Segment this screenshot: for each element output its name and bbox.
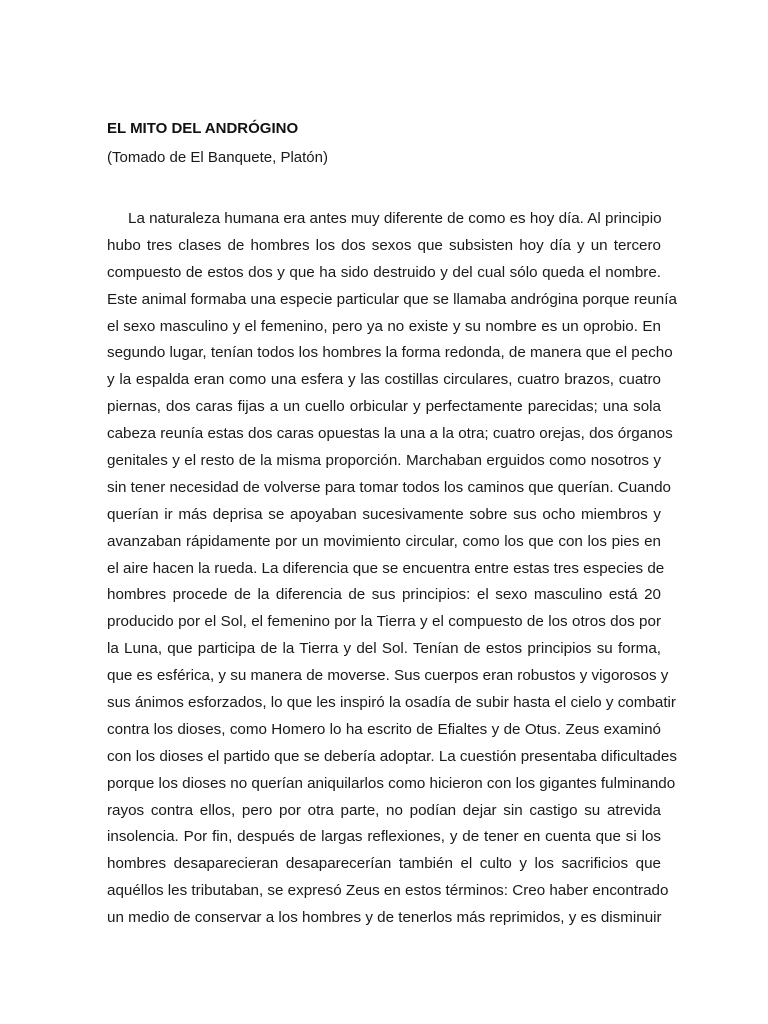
body-line: querían ir más deprisa se apoyaban sucesivamente sobre sus ocho miembros y	[107, 505, 661, 523]
body-line: que es esférica, y su manera de moverse. Sus cuerpos eran robustos y vigorosos y	[107, 667, 669, 685]
body-line: Este animal formaba una especie particular que se llamaba andrógina porque reunía	[107, 290, 677, 308]
body-line: insolencia. Por fin, después de largas reflexiones, y de tener en cuenta que si los	[107, 828, 661, 846]
body-line: compuesto de estos dos y que ha sido destruido y del cual sólo queda el nombre.	[107, 263, 661, 281]
body-line: el aire hacen la rueda. La diferencia que se encuentra entre estas tres especies de	[107, 559, 665, 577]
body-line: un medio de conservar a los hombres y de tenerlos más reprimidos, y es disminuir	[107, 909, 662, 927]
document-body	[107, 206, 677, 932]
body-line: y la espalda eran como una esfera y las costillas circulares, cuatro brazos, cuatro	[107, 371, 661, 389]
body-line: el sexo masculino y el femenino, pero ya no existe y su nombre es un oprobio. En	[107, 317, 661, 335]
body-line: cabeza reunía estas dos caras opuestas la una a la otra; cuatro orejas, dos órganos	[107, 425, 673, 443]
body-line: rayos contra ellos, pero por otra parte, no podían dejar sin castigo su atrevida	[107, 801, 661, 819]
body-line: producido por el Sol, el femenino por la Tierra y el compuesto de los otros dos por	[107, 613, 661, 631]
body-line: avanzaban rápidamente por un movimiento circular, como los que con los pies en	[107, 532, 661, 550]
body-line: segundo lugar, tenían todos los hombres la forma redonda, de manera que el pecho	[107, 344, 673, 362]
body-line: sin tener necesidad de volverse para tomar todos los caminos que querían. Cuando	[107, 478, 671, 496]
document-subtitle: (Tomado de El Banquete, Platón)	[107, 149, 328, 166]
body-line: hombres procede de la diferencia de sus principios: el sexo masculino está 20	[107, 586, 661, 604]
body-line: piernas, dos caras fijas a un cuello orbicular y perfectamente parecidas; una sola	[107, 398, 661, 416]
body-line: contra los dioses, como Homero lo ha escrito de Efialtes y de Otus. Zeus examinó	[107, 720, 661, 738]
body-line: sus ánimos esforzados, lo que les inspiró la osadía de subir hasta el cielo y combatir	[107, 694, 676, 712]
body-line: hubo tres clases de hombres los dos sexos que subsisten hoy día y un tercero	[107, 236, 661, 254]
body-line: porque los dioses no querían aniquilarlos como hicieron con los gigantes fulminando	[107, 774, 676, 792]
body-line: la Luna, que participa de la Tierra y del Sol. Tenían de estos principios su forma,	[107, 640, 661, 658]
document-title: EL MITO DEL ANDRÓGINO	[107, 120, 299, 137]
body-line: con los dioses el partido que se debería adoptar. La cuestión presentaba dificultades	[107, 747, 677, 765]
body-line: genitales y el resto de la misma proporción. Marchaban erguidos como nosotros y	[107, 452, 661, 470]
body-line: aquéllos les tributaban, se expresó Zeus en estos términos: Creo haber encontrado	[107, 882, 669, 900]
body-line: hombres desaparecieran desaparecerían también el culto y los sacrificios que	[107, 855, 661, 873]
body-line: La naturaleza humana era antes muy diferente de como es hoy día. Al principio	[128, 210, 662, 227]
